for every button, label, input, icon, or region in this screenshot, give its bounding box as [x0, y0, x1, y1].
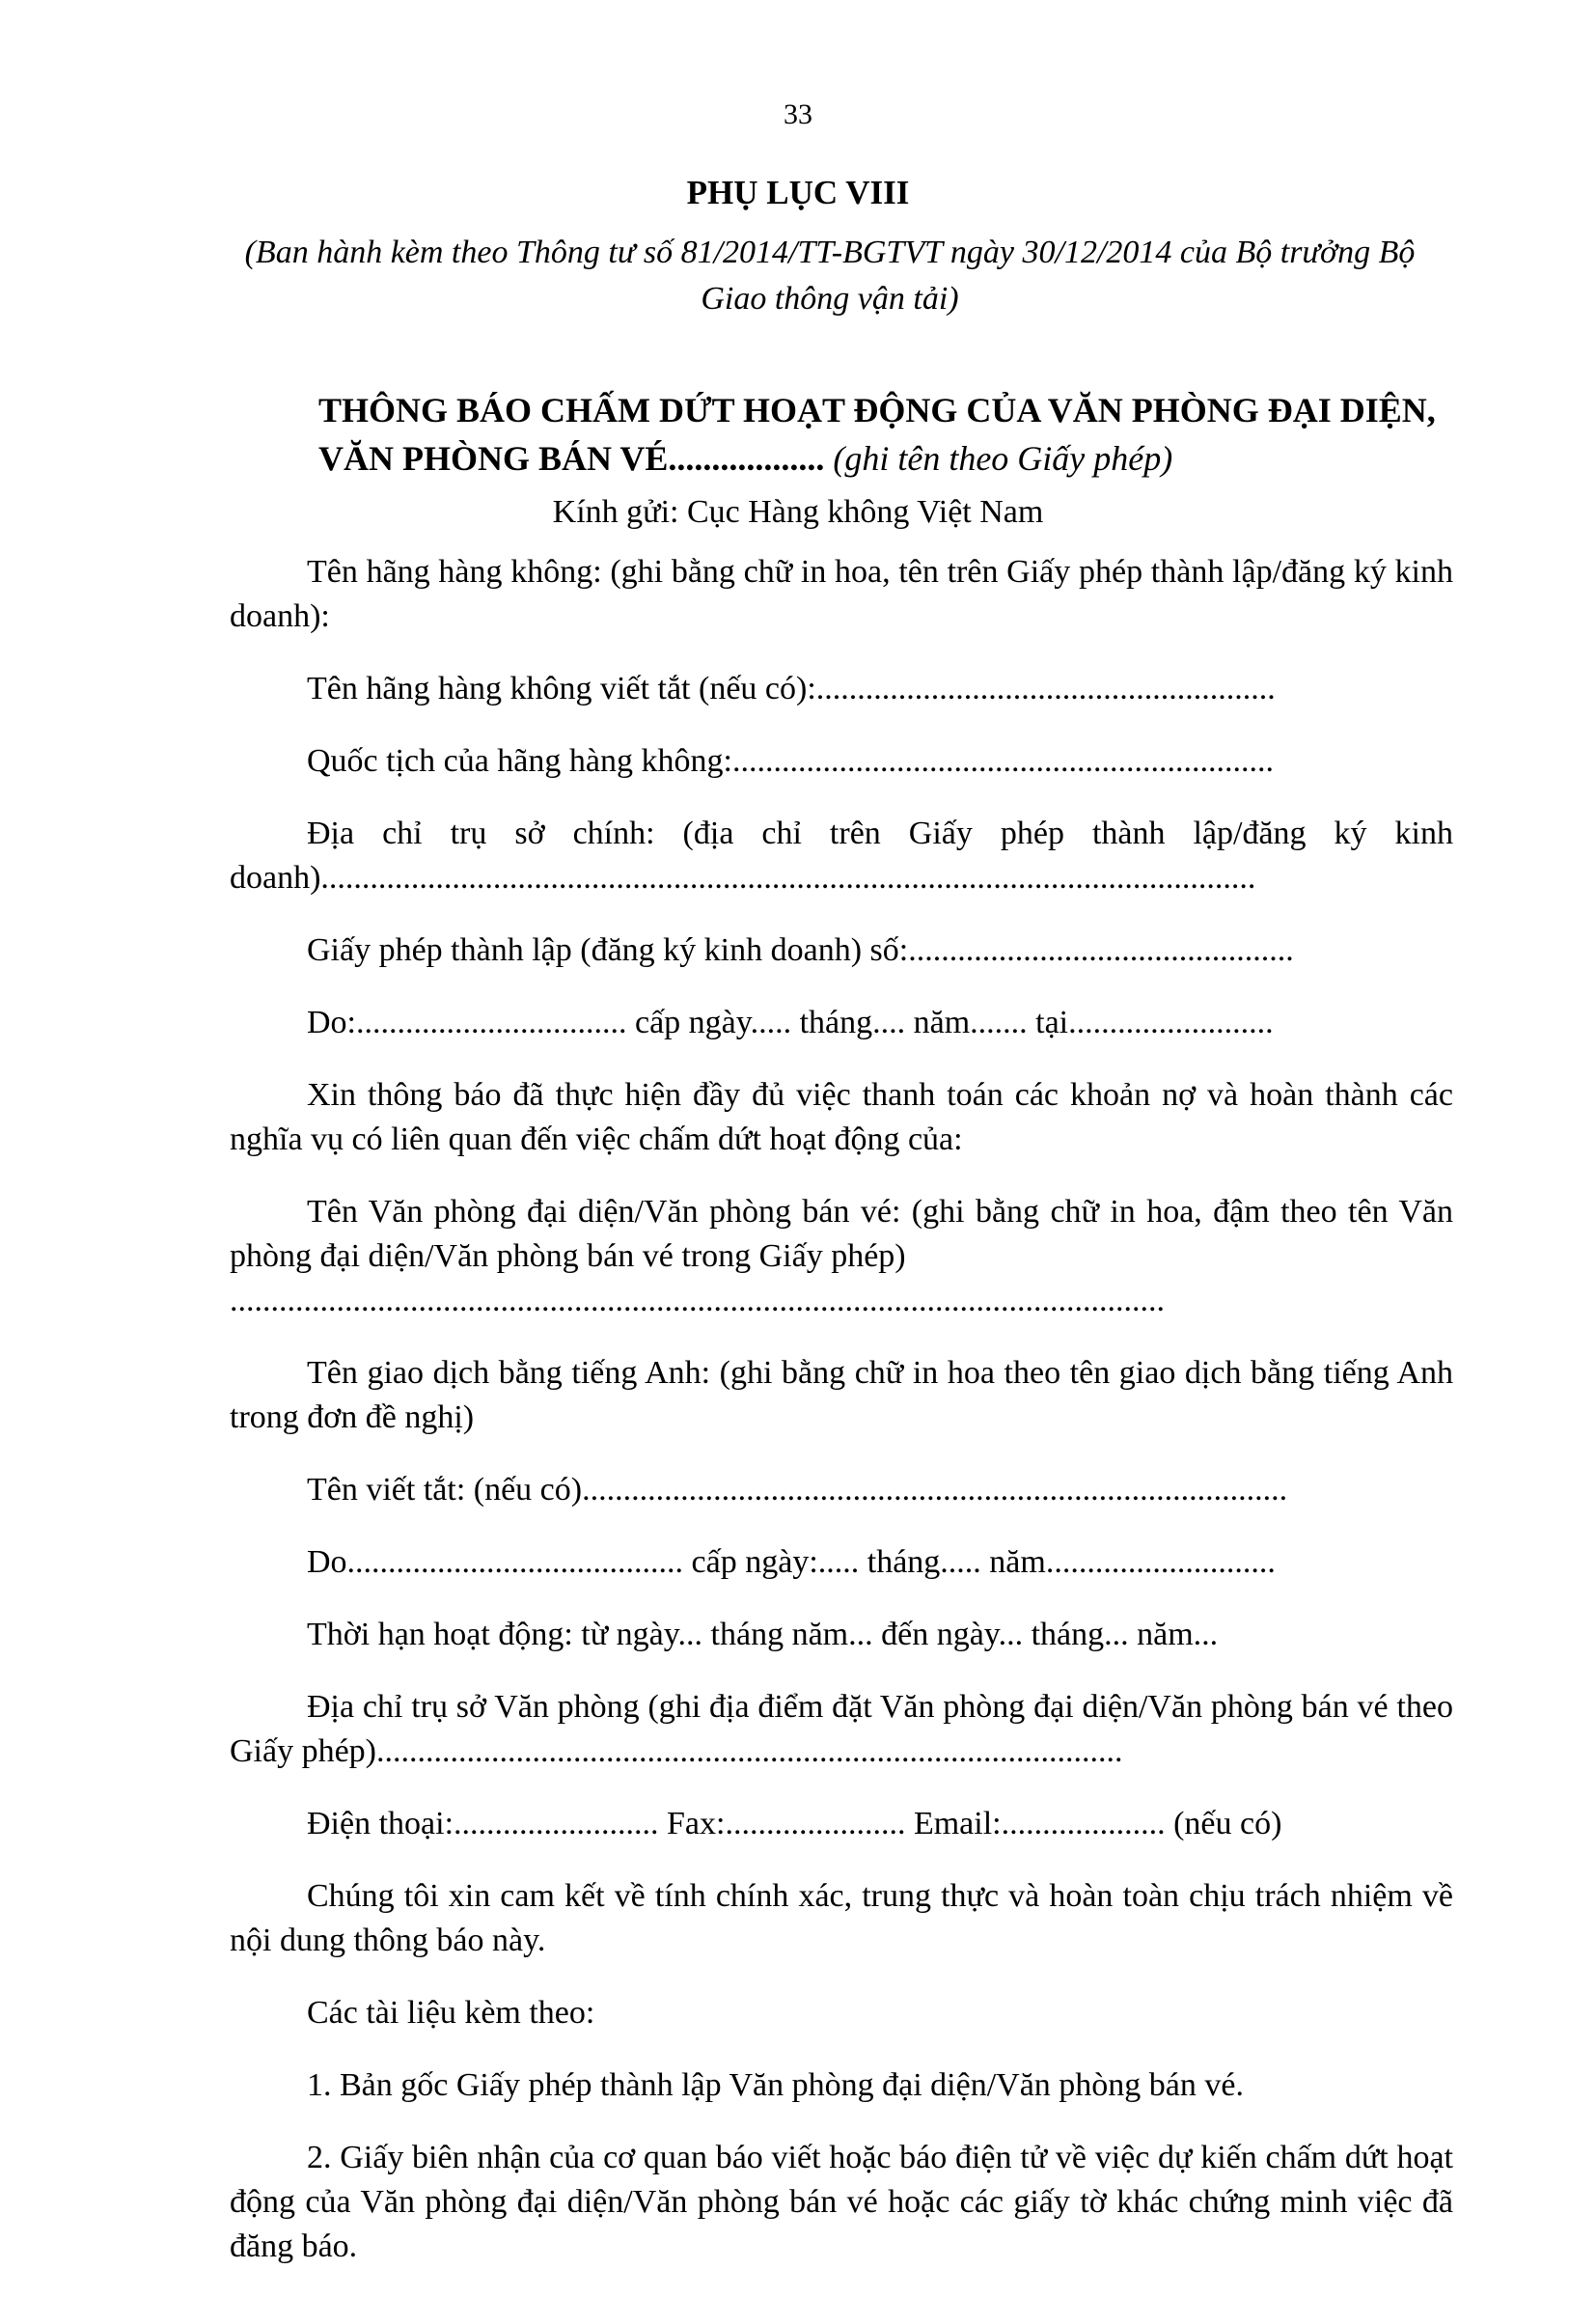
attachment-item-2: 2. Giấy biên nhận của cơ quan báo viết hoặc báo điện tử về việc dự kiến chấm dứt hoạt động của Văn phòng đại diện/Văn phòng bán vé hoặc các giấy tờ khác chứng minh việc đã đăng báo. [230, 2140, 1453, 2264]
attachment-item-1: 1. Bản gốc Giấy phép thành lập Văn phòng đại diện/Văn phòng bán vé. [307, 2067, 1244, 2103]
title-note: (ghi tên theo Giấy phép) [833, 439, 1173, 478]
document-title [318, 386, 1476, 483]
airline-abbrev-field: Tên hãng hàng không viết tắt (nếu có):........................................................ [307, 671, 1276, 706]
issued-by-field: Do:................................. cấp ngày..... tháng.... năm....... tại......................... [307, 1005, 1274, 1040]
contact-field: Điện thoại:......................... Fax:...................... Email:.................... (nếu có) [307, 1806, 1282, 1841]
office-address-field: Địa chỉ trụ sở Văn phòng (ghi địa điểm đặt Văn phòng đại diện/Văn phòng bán vé theo Giấy phép)........................................................................................... [230, 1689, 1453, 1769]
commitment-paragraph: Chúng tôi xin cam kết về tính chính xác, trung thực và hoàn toàn chịu trách nhiệm về nội dung thông báo này. [230, 1878, 1453, 1958]
title-main: THÔNG BÁO CHẤM DỨT HOẠT ĐỘNG CỦA VĂN PHÒNG ĐẠI DIỆN, VĂN PHÒNG BÁN VÉ.................. [318, 391, 1436, 478]
attachments-heading: Các tài liệu kèm theo: [307, 1995, 595, 2031]
addressee: Kính gửi: Cục Hàng không Việt Nam [552, 494, 1044, 530]
airline-name-field: Tên hãng hàng không: (ghi bằng chữ in hoa, tên trên Giấy phép thành lập/đăng ký kinh doanh): [230, 554, 1453, 634]
notice-paragraph: Xin thông báo đã thực hiện đầy đủ việc thanh toán các khoản nợ và hoàn thành các nghĩa vụ có liên quan đến việc chấm dứt hoạt động của: [230, 1077, 1453, 1157]
short-name-field: Tên viết tắt: (nếu có)...................................................................................... [307, 1472, 1288, 1508]
license-number-field: Giấy phép thành lập (đăng ký kinh doanh) số:............................................... [307, 932, 1294, 968]
appendix-title: PHỤ LỤC VIII [686, 174, 910, 211]
nationality-field: Quốc tịch của hãng hàng không:.................................................................. [307, 743, 1274, 779]
form-body [230, 550, 1453, 2297]
hq-address-field: Địa chỉ trụ sở chính: (địa chỉ trên Giấy phép thành lập/đăng ký kinh doanh).................................................................................................................. [230, 816, 1453, 896]
page-number: 33 [784, 98, 812, 130]
office-name-field: Tên Văn phòng đại diện/Văn phòng bán vé: (ghi bằng chữ in hoa, đậm theo tên Văn phòng đại diện/Văn phòng bán vé trong Giấy phép) [230, 1194, 1453, 1274]
english-name-field: Tên giao dịch bằng tiếng Anh: (ghi bằng chữ in hoa theo tên giao dịch bằng tiếng Anh trong đơn đề nghị) [230, 1355, 1453, 1435]
office-name-dots: .................................................................................................................. [230, 1283, 1165, 1318]
duration-field: Thời hạn hoạt động: từ ngày... tháng năm... đến ngày... tháng... năm... [307, 1617, 1219, 1652]
office-issued-by-field: Do......................................... cấp ngày:..... tháng..... năm............................ [307, 1544, 1276, 1580]
issued-note: (Ban hành kèm theo Thông tư số 81/2014/TT-BGTVT ngày 30/12/2014 của Bộ trưởng Bộ Giao thông vận tải) [244, 235, 1416, 317]
